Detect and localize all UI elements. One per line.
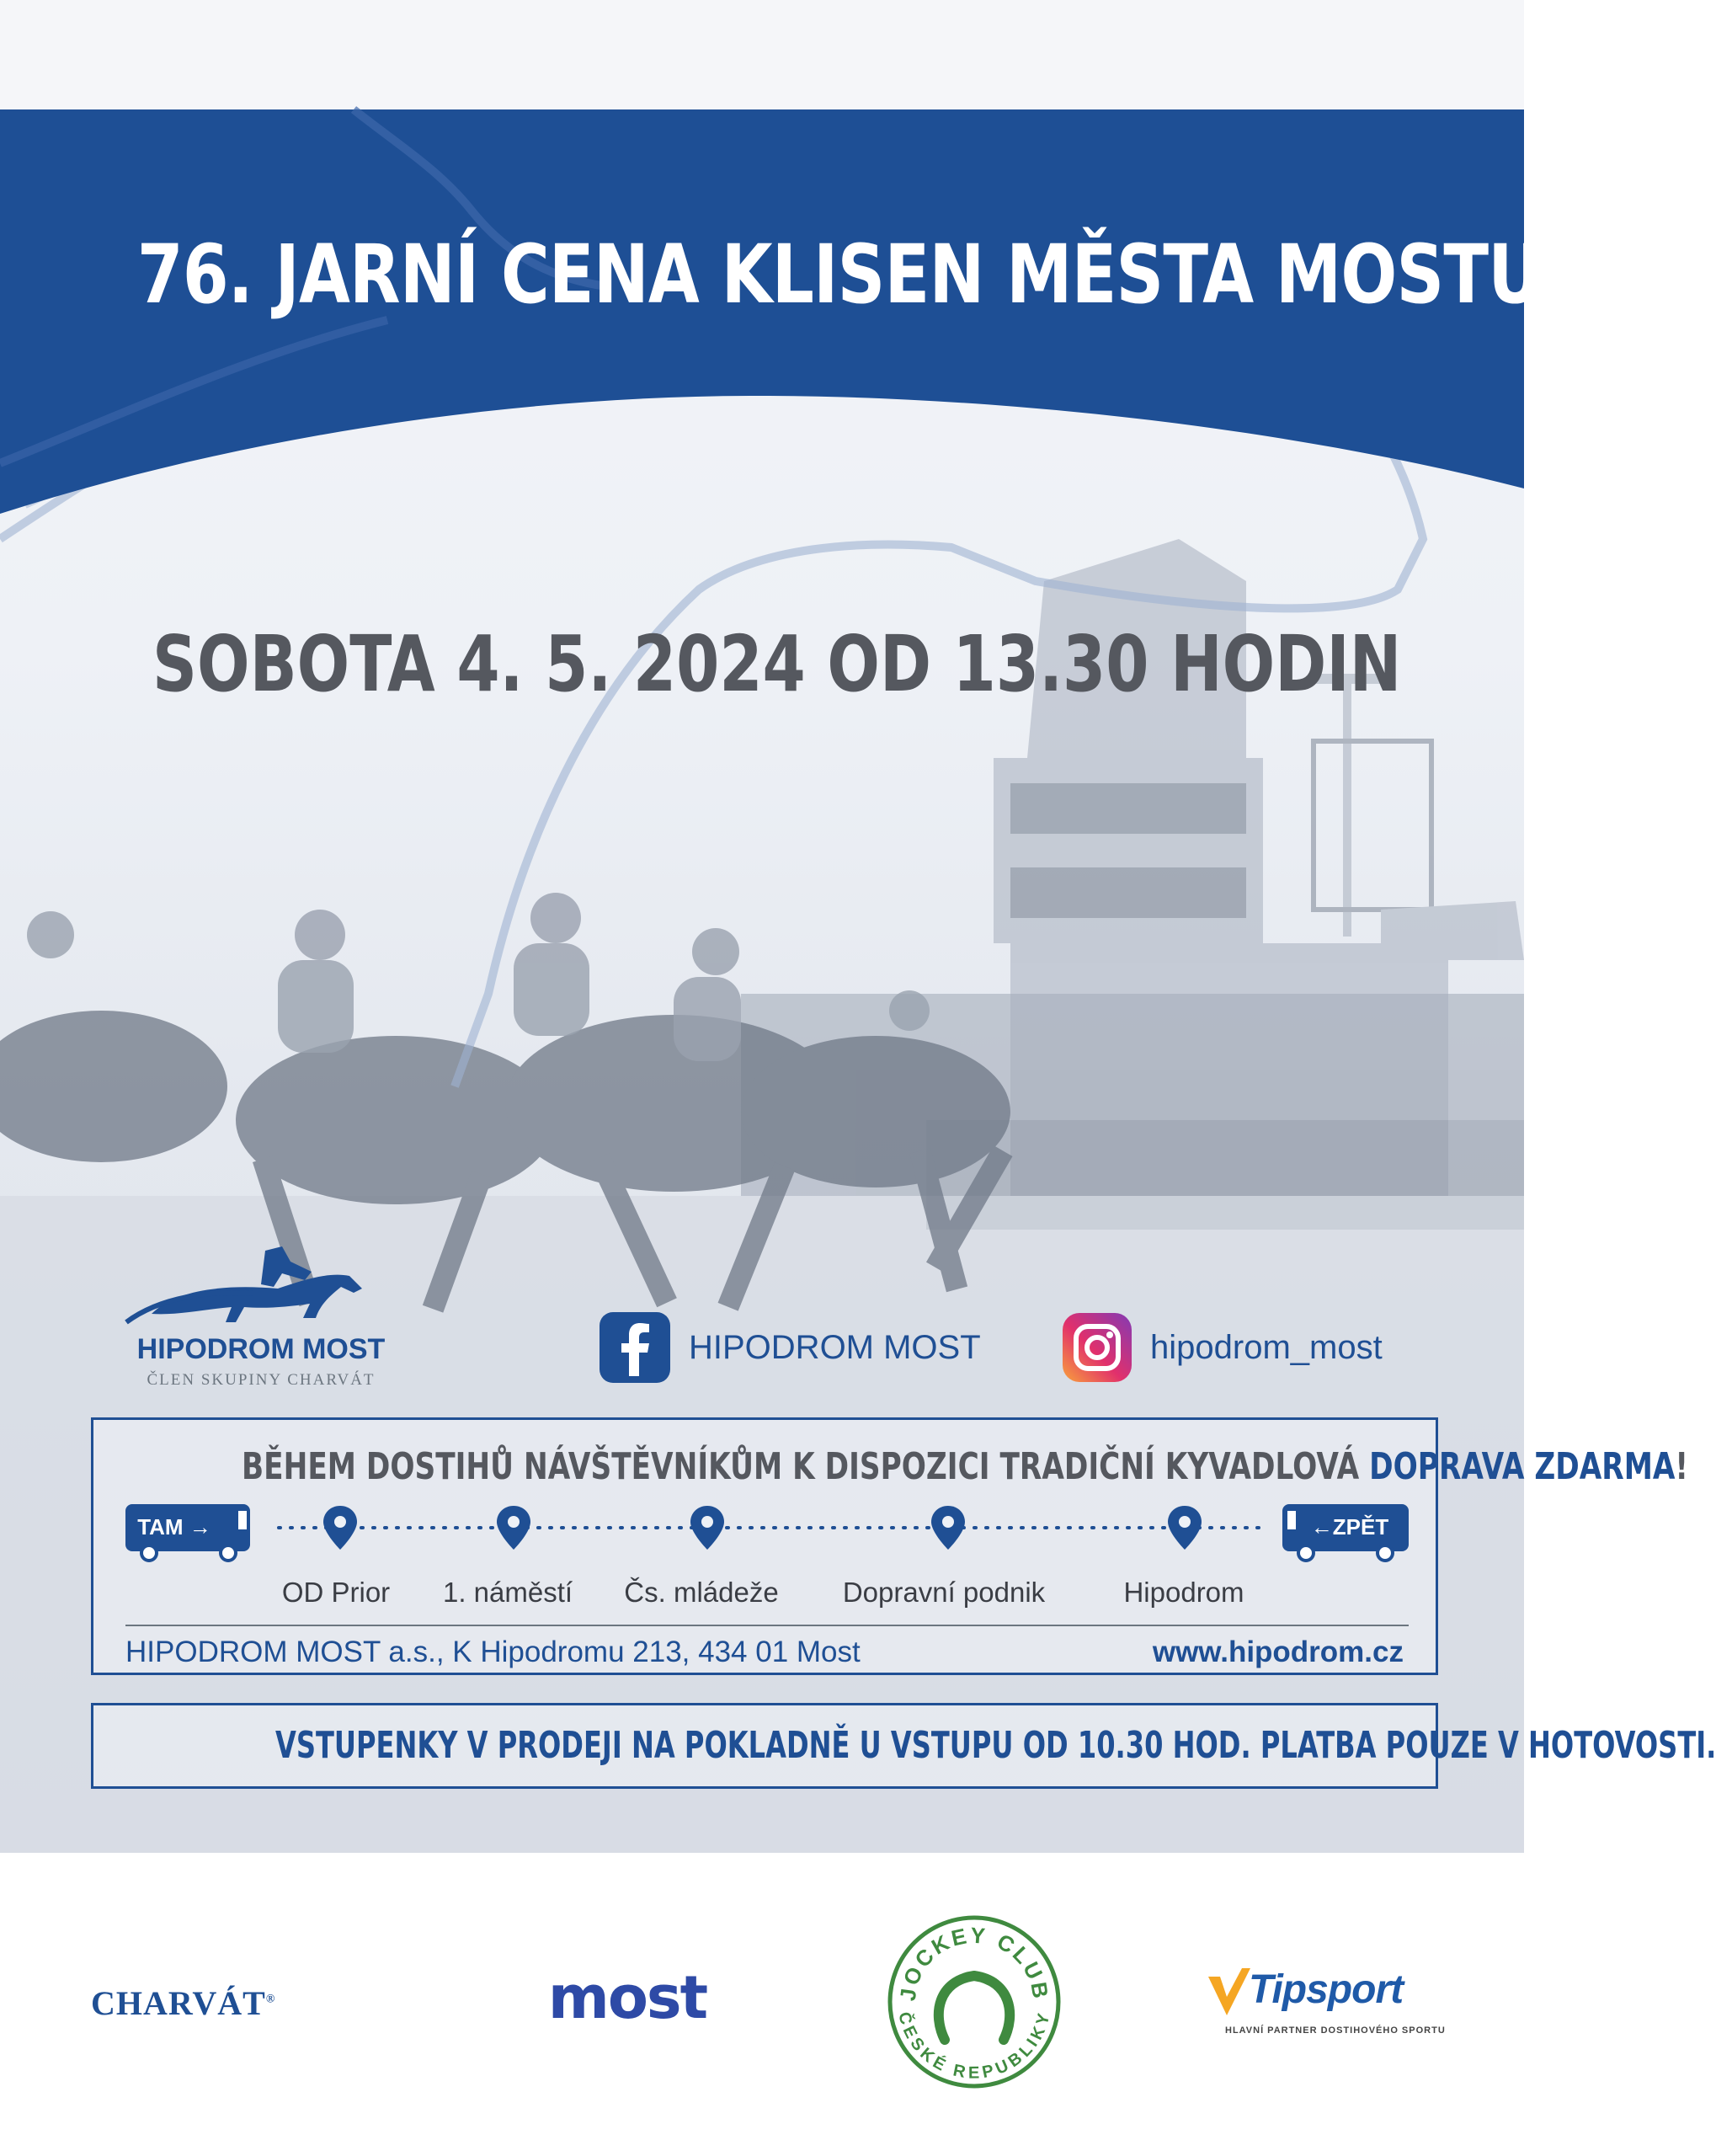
divider <box>125 1625 1409 1626</box>
charvat-logo <box>91 1983 381 2025</box>
most-logo <box>522 1963 733 2032</box>
bus-back-label: ←ZPĚT <box>1310 1514 1389 1540</box>
jockey-club-logo <box>886 1913 1063 2090</box>
shuttle-heading-main: BĚHEM DOSTIHŮ NÁVŠTĚVNÍKŮM K DISPOZICI TRADIČNÍ KYVADLOVÁ <box>242 1445 1370 1488</box>
tipsport-check-icon <box>1208 1968 1250 2015</box>
event-title: 76. JARNÍ CENA KLISEN MĚSTA MOSTU <box>136 227 1542 322</box>
horseshoe-icon <box>939 1976 1010 2040</box>
jockey-club-bottom-text: ČESKÉ REPUBLIKY <box>894 2009 1054 2083</box>
registered-mark: ® <box>265 1993 276 2006</box>
map-pin-icon <box>1168 1506 1202 1550</box>
tickets-notice: VSTUPENKY V PRODEJI NA POKLADNĚ U VSTUPU OD 10.30 HOD. PLATBA POUZE V HOTOVOSTI. <box>275 1724 1716 1767</box>
charvat-name: CHARVÁT® <box>91 1984 276 2022</box>
instagram-link[interactable] <box>1063 1310 1383 1385</box>
stop-label: Dopravní podnik <box>842 1577 1046 1608</box>
tipsport-tagline: HLAVNÍ PARTNER DOSTIHOVÉHO SPORTU <box>1225 2025 1446 2036</box>
brand-subtitle: ČLEN SKUPINY CHARVÁT <box>147 1371 376 1389</box>
header-band <box>0 109 1542 539</box>
map-pin-icon <box>497 1506 530 1550</box>
map-pin-icon <box>690 1506 724 1550</box>
tipsport-logo <box>1208 1967 1446 2059</box>
tickets-box <box>91 1703 1716 1789</box>
brand-name: HIPODROM MOST <box>136 1333 386 1365</box>
event-date: SOBOTA 4. 5. 2024 OD 13.30 HODIN <box>152 619 1402 709</box>
facebook-handle: HIPODROM MOST <box>689 1328 981 1366</box>
stop-label: Hipodrom <box>1123 1577 1244 1608</box>
company-address: HIPODROM MOST a.s., K Hipodromu 213, 434 01 Most <box>125 1636 861 1668</box>
shuttle-route-map <box>93 1497 1441 1573</box>
instagram-handle: hipodrom_most <box>1150 1328 1383 1366</box>
tipsport-wordmark: Tipsport <box>1249 1967 1404 2012</box>
map-pin-icon <box>931 1506 965 1550</box>
horse-jockey-icon <box>109 1238 413 1331</box>
stop-label: OD Prior <box>281 1577 391 1608</box>
instagram-icon <box>1063 1313 1132 1382</box>
shuttle-heading <box>242 1445 1689 1488</box>
map-pin-icon <box>323 1506 357 1550</box>
hipodrom-brand <box>109 1238 413 1390</box>
jockey-club-top-text: JOCKEY CLUB <box>894 1922 1054 2003</box>
shuttle-heading-accent: DOPRAVA ZDARMA <box>1369 1445 1676 1488</box>
facebook-icon <box>600 1312 670 1383</box>
stop-label: 1. náměstí <box>442 1577 573 1608</box>
shuttle-info-box <box>91 1417 1689 1675</box>
facebook-link[interactable] <box>600 1310 981 1385</box>
most-wordmark: most <box>547 1963 707 2032</box>
bus-there-label: TAM → <box>137 1514 211 1540</box>
website-link[interactable]: www.hipodrom.cz <box>1152 1636 1404 1668</box>
shuttle-heading-end: ! <box>1675 1445 1689 1488</box>
stop-label: Čs. mládeže <box>624 1577 779 1608</box>
stop-list <box>93 1577 1441 1610</box>
